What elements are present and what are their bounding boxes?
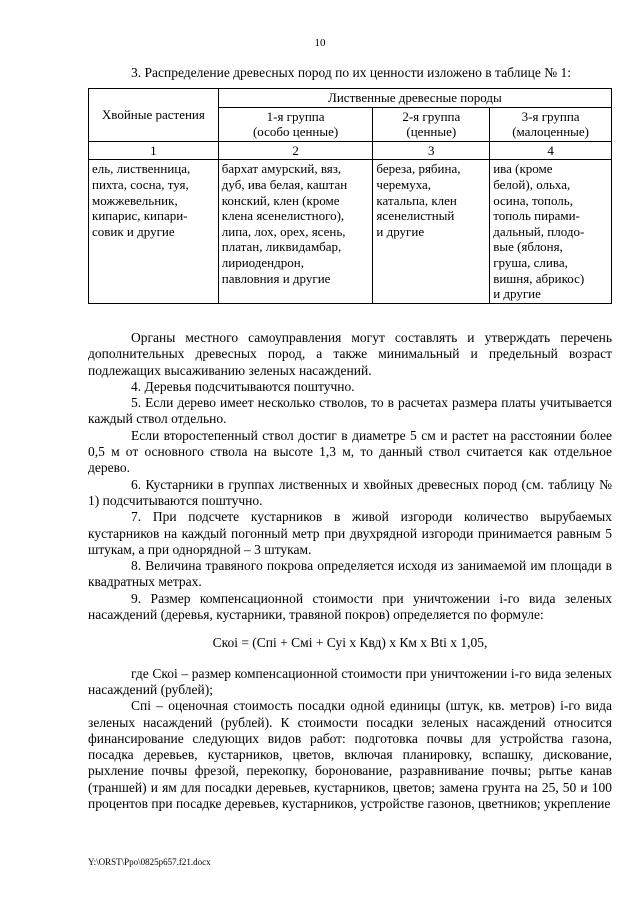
cell-group-2: береза, рябина, черемуха, катальпа, клен ясенелистный и другие	[373, 160, 490, 303]
header-group-3: 3-я группа (малоценные)	[490, 107, 612, 141]
footer-file-path: Y:\ORST\Ppo\0825p657.f21.docx	[88, 857, 211, 867]
header-group-1: 1-я группа (особо ценные)	[218, 107, 373, 141]
paragraph: где Скоi – размер компенсационной стоимости при уничтожении i-го вида зеленых насаждений (рублей);	[88, 665, 612, 697]
paragraph: Органы местного самоуправления могут составлять и утверждать перечень дополнительных древесных пород, а также минимальный и предельный возраст подлежащих высаживанию зеленых насаждений.	[88, 330, 612, 378]
column-number: 3	[373, 141, 490, 160]
paragraph: Если второстепенный ствол достиг в диаметре 5 см и растет на расстоянии более 0,5 м от основного ствола на высоте 1,3 м, то данный ствол считается как отдельное дерево.	[88, 427, 612, 476]
paragraph: 8. Величина травяного покрова определяется исходя из занимаемой им площади в квадратных метрах.	[88, 558, 612, 590]
header-conifers: Хвойные растения	[89, 89, 219, 142]
paragraph: 5. Если дерево имеет несколько стволов, то в расчетах размера платы учитывается каждый ствол отдельно.	[88, 395, 612, 427]
cell-conifers: ель, лиственница, пихта, сосна, туя, можжевельник, кипарис, кипари- совик и другие	[89, 160, 219, 303]
formula: Скоi = (Спi + Смi + Суi х Квд) х Км х Вti х 1,05,	[212, 635, 488, 651]
cell-group-1: бархат амурский, вяз, дуб, ива белая, каштан конский, клен (кроме клена ясенелистного), липа, лох, орех, ясень, платан, ликвидамбар, лириодендрон, павловния и другие	[218, 160, 373, 303]
column-number: 1	[89, 141, 219, 160]
header-deciduous: Лиственные древесные породы	[218, 89, 611, 108]
paragraph: 9. Размер компенсационной стоимости при уничтожении i-го вида зеленых насаждений (деревья, кустарники, травяной покров) определяется по формуле:	[88, 590, 612, 623]
tree-value-table	[88, 88, 612, 304]
header-group-2: 2-я группа (ценные)	[373, 107, 490, 141]
body-text	[88, 330, 612, 812]
column-number: 2	[218, 141, 373, 160]
paragraph: 4. Деревья подсчитываются поштучно.	[131, 378, 355, 394]
paragraph: 7. При подсчете кустарников в живой изгороди количество вырубаемых кустарников на каждый погонный метр при двухрядной изгороди принимается равным 5 штукам, а при однорядной – 3 штукам.	[88, 509, 612, 557]
page-number: 10	[314, 37, 326, 49]
paragraph: Спi – оценочная стоимость посадки одной единицы (штук, кв. метров) i-го вида зеленых насаждений (рублей). К стоимости посадки зеленых насаждений относится финансирование следующих видов работ: подготовка почвы для устройства газона, посадка деревьев, кустарников, цветов, включая планировку, вспашку, дискование, рыхление почвы фрезой, перекопку, боронование, разравнивание почвы; рытье канав (траншей) и ям для посадки деревьев, кустарников, цветов; замена грунта на 25, 50 и 100 процентов при посадке деревьев, кустарников, устройстве газонов, цветников; укрепление	[88, 698, 612, 812]
column-number: 4	[490, 141, 612, 160]
table-intro: 3. Распределение древесных пород по их ценности изложено в таблице № 1:	[131, 65, 571, 80]
cell-group-3: ива (кроме белой), ольха, осина, тополь, тополь пирами- дальный, плодо- вые (яблоня, груша, слива, вишня, абрикос) и другие	[490, 160, 612, 303]
paragraph: 6. Кустарники в группах лиственных и хвойных древесных пород (см. таблицу № 1) подсчитываются поштучно.	[88, 476, 612, 508]
